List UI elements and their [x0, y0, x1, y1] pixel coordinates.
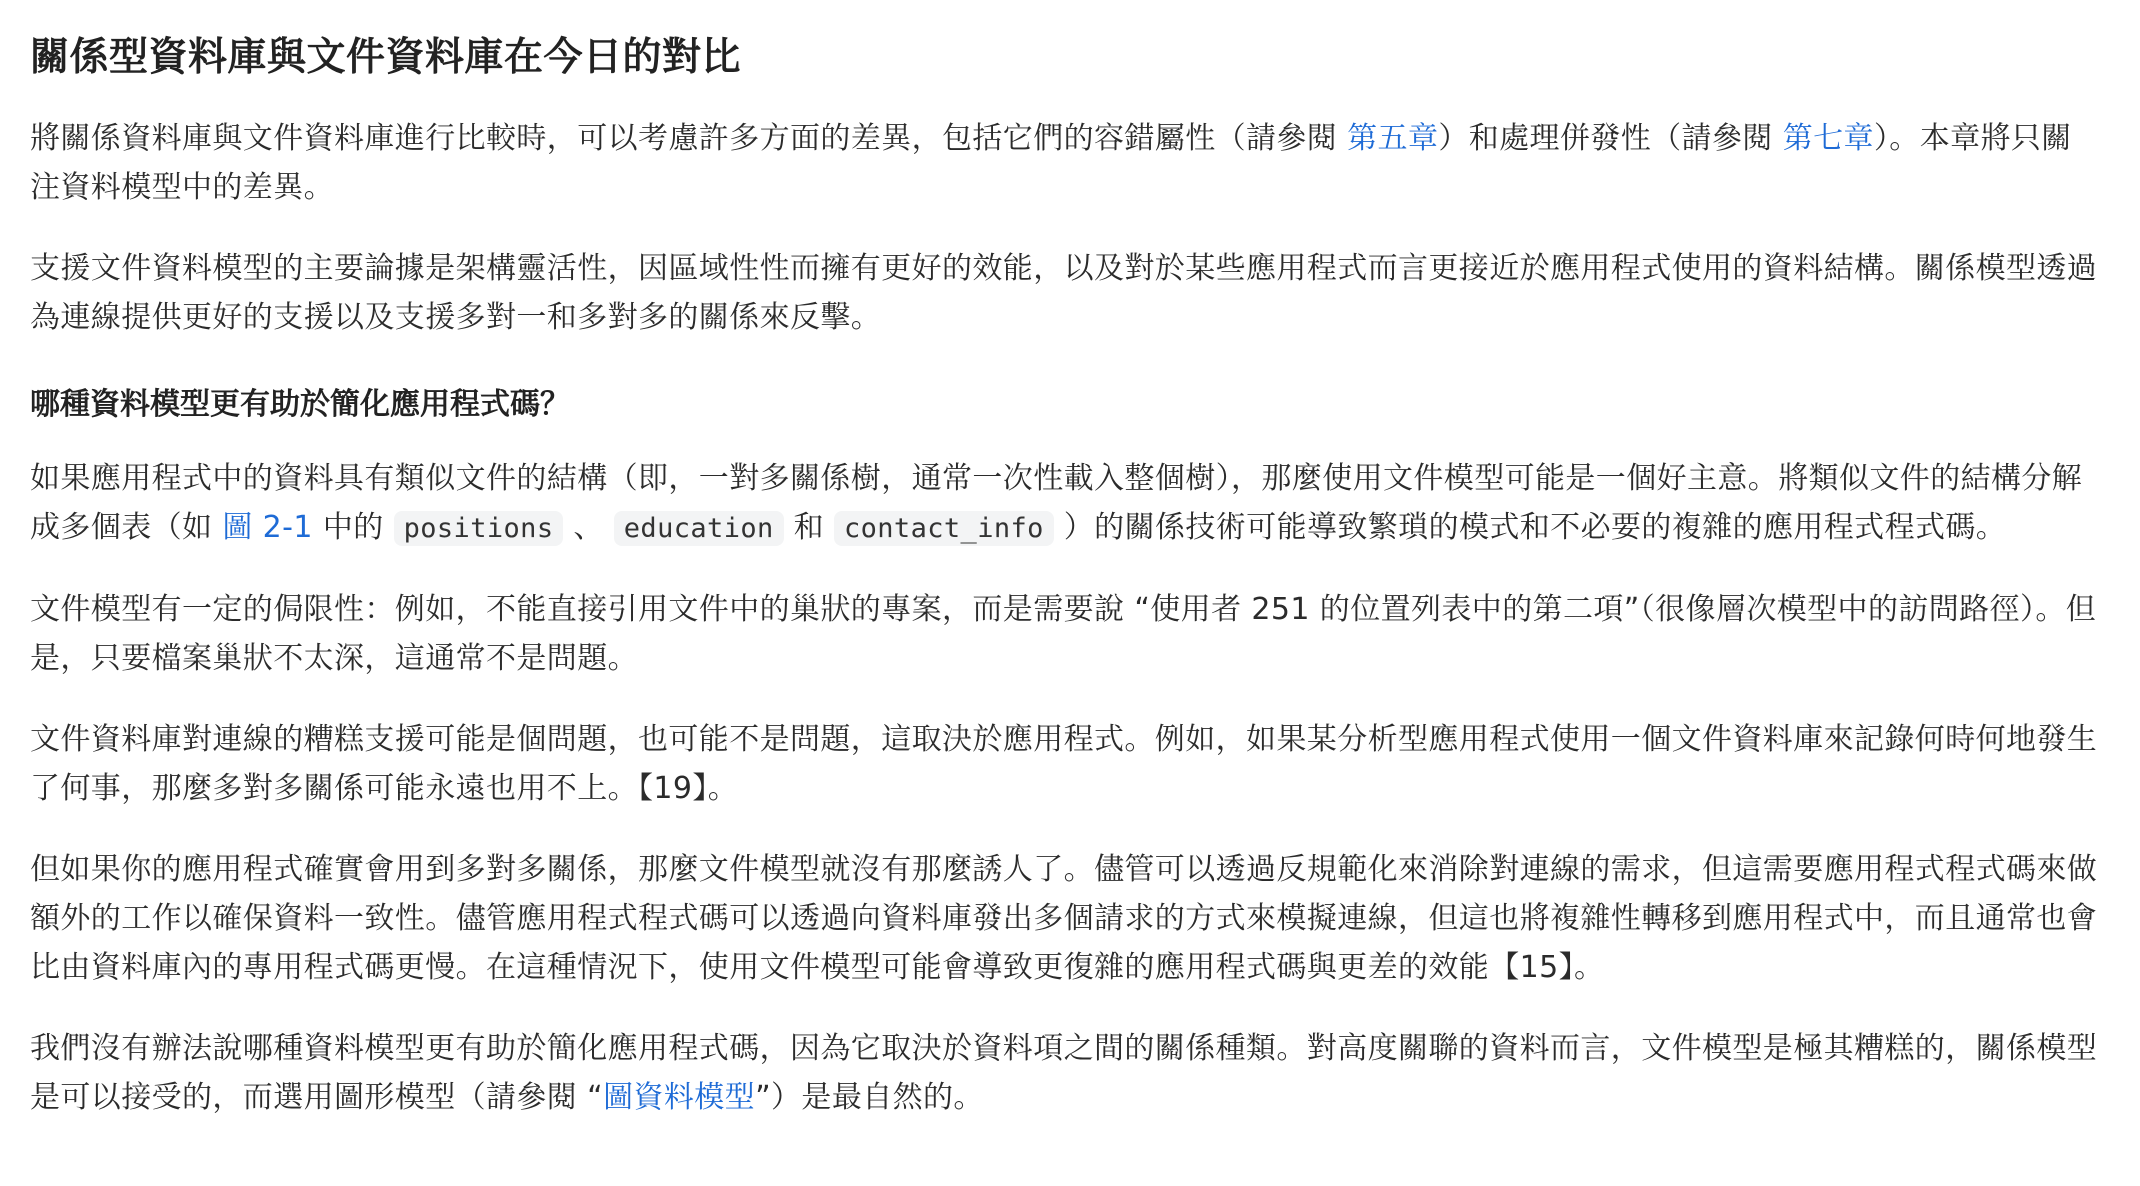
subsection-heading: 哪種資料模型更有助於簡化應用程式碼？ [30, 387, 570, 422]
chapter-5-link[interactable]: 第五章 [1347, 121, 1439, 156]
text: ）。本章將只關注資料模型中的差異。 [30, 121, 2072, 205]
graph-model-link[interactable]: 圖資料模型 [603, 1080, 756, 1115]
paragraph-limitations: 文件模型有一定的侷限性：例如，不能直接引用文件中的巢狀的專案，而是需要說 “使用者 251 的位置列表中的第二項”（很像層次模型中的訪問路徑）。但是，只要檔案巢狀不太深，這通常不是問題。 [30, 592, 2097, 676]
paragraph-document-structure [30, 454, 2100, 553]
text: ）和處理併發性（請參閱 [1438, 121, 1783, 156]
section-heading: 關係型資料庫與文件資料庫在今日的對比 [30, 35, 742, 80]
text: 將關係資料庫與文件資料庫進行比較時，可以考慮許多方面的差異，包括它們的容錯屬性（請參閱 [30, 121, 1348, 156]
text: 如果應用程式中的資料具有類似文件的結構（即，一對多關係樹，通常一次性載入整個樹），那麼使用文件模型可能是一個好主意。將類似文件的結構分解成多個表（如 [30, 461, 2083, 545]
paragraph-comparison-intro [30, 114, 2100, 212]
text: ”）是最自然的。 [755, 1080, 984, 1115]
code-positions: positions [394, 511, 564, 546]
paragraph-arguments: 支援文件資料模型的主要論據是架構靈活性，因區域性性而擁有更好的效能，以及對於某些應用程式而言更接近於應用程式使用的資料結構。關係模型透過為連線提供更好的支援以及支援多對一和多對多的關係來反擊。 [30, 251, 2098, 335]
text: ）的關係技術可能導致繁瑣的模式和不必要的複雜的應用程式程式碼。 [1053, 510, 2007, 545]
text: 中的 [312, 510, 394, 545]
code-contact-info: contact_info [834, 511, 1054, 546]
figure-2-1-link[interactable]: 圖 2-1 [222, 510, 313, 545]
paragraph-conclusion [30, 1024, 2100, 1122]
text: 我們沒有辦法說哪種資料模型更有助於簡化應用程式碼，因為它取決於資料項之間的關係種類。對高度關聯的資料而言，文件模型是極其糟糕的，關係模型是可以接受的，而選用圖形模型（請參閱 “ [30, 1031, 2098, 1115]
article-content [30, 0, 2100, 1154]
paragraph-join-support: 文件資料庫對連線的糟糕支援可能是個問題，也可能不是問題，這取決於應用程式。例如，如果某分析型應用程式使用一個文件資料庫來記錄何時何地發生了何事，那麼多對多關係可能永遠也用不上。【19】。 [30, 722, 2098, 806]
paragraph-many-to-many: 但如果你的應用程式確實會用到多對多關係，那麼文件模型就沒有那麼誘人了。儘管可以透過反規範化來消除對連線的需求，但這需要應用程式程式碼來做額外的工作以確保資料一致性。儘管應用程式程式碼可以透過向資料庫發出多個請求的方式來模擬連線，但這也將複雜性轉移到應用程式中，而且通常也會比由資料庫內的專用程式碼更慢。在這種情況下，使用文件模型可能會導致更復雜的應用程式碼與更差的效能【15】。 [30, 852, 2098, 985]
text: 、 [563, 510, 604, 545]
chapter-7-link[interactable]: 第七章 [1782, 121, 1874, 156]
text: 和 [783, 510, 834, 545]
code-education: education [614, 511, 784, 546]
